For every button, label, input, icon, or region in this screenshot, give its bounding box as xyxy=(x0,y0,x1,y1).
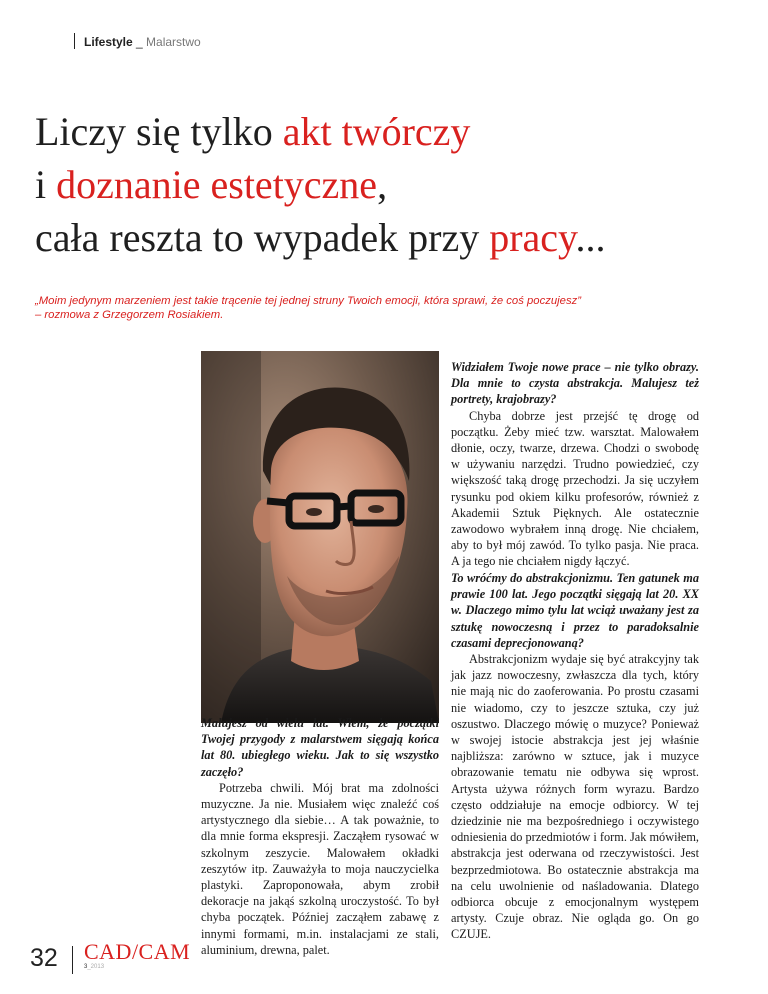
headline-text: ... xyxy=(575,215,606,260)
interview-question: Widziałem Twoje nowe prace – nie tylko obrazy. Dla mnie to czysta abstrakcja. Malujesz też portrety, krajobrazy? xyxy=(451,360,699,407)
lead-byline: – rozmowa z Grzegorzem Rosiakiem. xyxy=(35,309,224,321)
interview-question: To wróćmy do abstrakcjonizmu. Ten gatunek ma prawie 100 lat. Jego początki sięgają lat 20. XX w. Dlaczego mimo tylu lat wciąż uważany jest za sztukę nowoczesną i przez to paradoksalnie czasami deprecjonowaną? xyxy=(451,571,699,650)
magazine-logo: CAD/CAM xyxy=(84,939,191,964)
headline-accent-text: pracy xyxy=(489,215,576,260)
subsection-label: Malarstwo xyxy=(146,35,201,49)
headline-text: , xyxy=(377,162,388,207)
headline-line-1 xyxy=(35,105,755,158)
interview-answer: Potrzeba chwili. Mój brat ma zdolności muzyczne. Ja nie. Musiałem więc znaleźć coś artystycznego dla siebie… A tak poważnie, to dla mnie forma ekspresji. Zacząłem rysować w szkolnym zeszycie. Malowałem okładki zeszytów itp. Zauważyła to moja nauczycielka plastyki. Zaproponowała, abym zrobił dekoracje na jakąś szkolną uroczystość. To był chyba początek. Później zacząłem zabawę z innymi formami, m.in. instalacjami ze stali, aluminium, drewna, palet. xyxy=(201,780,439,957)
interview-answer: Abstrakcjonizm wydaje się być atrakcyjny tak jak jazz nowoczesny, zwłaszcza dla tych, który nie mają nic do zaoferowania. Po prostu czasami nie wiadomo, czy to jeszcze sztuka, czy już oszustwo. Dlaczego mówię o muzyce? Ponieważ w swojej istocie abstrakcja jest jej właśnie najbliższa: zarówno w sztuce, jak i muzyce obrazowanie tematu nie odbywa się wprost. Artysta używa różnych form wyrazu. Bardzo często oddziałuje na emocje odbiorcy. W tej dziedzinie nie ma bezpośredniego i oczywistego odniesienia do przedmiotów i form. Jak mówiłem, abstrakcja jest oderwana od rzeczywistości. Jest bezprzedmiotowa. Bo ostatecznie abstrakcja ma na celu uwolnienie od naśladowania. Dlatego odbiorca obcuje z emocjonalnym występem artysty. Czuje obraz. Nie ogląda go. On go CZUJE. xyxy=(451,652,699,942)
page-number: 32 xyxy=(30,944,58,972)
right-text-column-bottom xyxy=(451,570,699,943)
portrait-photo xyxy=(201,351,439,723)
headline-accent-text: doznanie estetyczne xyxy=(56,162,378,207)
section-breadcrumb xyxy=(84,35,201,49)
headline-text: i xyxy=(35,162,57,207)
interview-question: Malujesz od wielu lat. Wiem, że początki Twojej przygody z malarstwem sięgają końca lat 80. ubiegłego wieku. Jak to się wszystko zaczęło? xyxy=(201,716,439,779)
headline-accent-text: akt twórczy xyxy=(282,109,471,154)
issue-number: 3 xyxy=(84,964,88,970)
issue-year: _2013 xyxy=(87,964,105,970)
portrait-illustration xyxy=(201,351,439,723)
header-divider xyxy=(74,33,75,49)
interview-answer: Chyba dobrze jest przejść tę drogę od początku. Żeby mieć tzw. warsztat. Malowałem dłonie, oczy, twarze, drzewa. Chodzi o swobodę w używaniu narzędzi. Trudno powiedzieć, czy większość taką drogę przechodzi. Ja się uczyłem rysunku pod okiem kilku profesorów, również z Akademii Sztuk Pięknych. Ale ostatecznie zawodowo wybrałem inną drogę. Nie chciałem, aby to był mój zawód. To tylko pasja. Nie praca. A ja tego nie chciałem nigdy łączyć. xyxy=(451,408,699,569)
left-text-column xyxy=(201,715,439,958)
headline-text: cała reszta to wypadek przy xyxy=(35,215,490,260)
section-label: Lifestyle xyxy=(84,35,133,49)
section-separator: _ xyxy=(132,35,147,49)
lead-quote: „Moim jedynym marzeniem jest takie trącenie tej jednej struny Twoich emocji, która sprawi, że coś poczujesz” xyxy=(35,295,582,307)
right-text-column-top xyxy=(451,359,699,570)
headline-line-3 xyxy=(35,211,755,264)
article-headline xyxy=(35,105,755,264)
footer-divider xyxy=(72,946,73,974)
headline-line-2 xyxy=(35,158,755,211)
article-lead xyxy=(35,294,735,322)
headline-text: Liczy się tylko xyxy=(35,109,283,154)
issue-label xyxy=(84,964,104,970)
